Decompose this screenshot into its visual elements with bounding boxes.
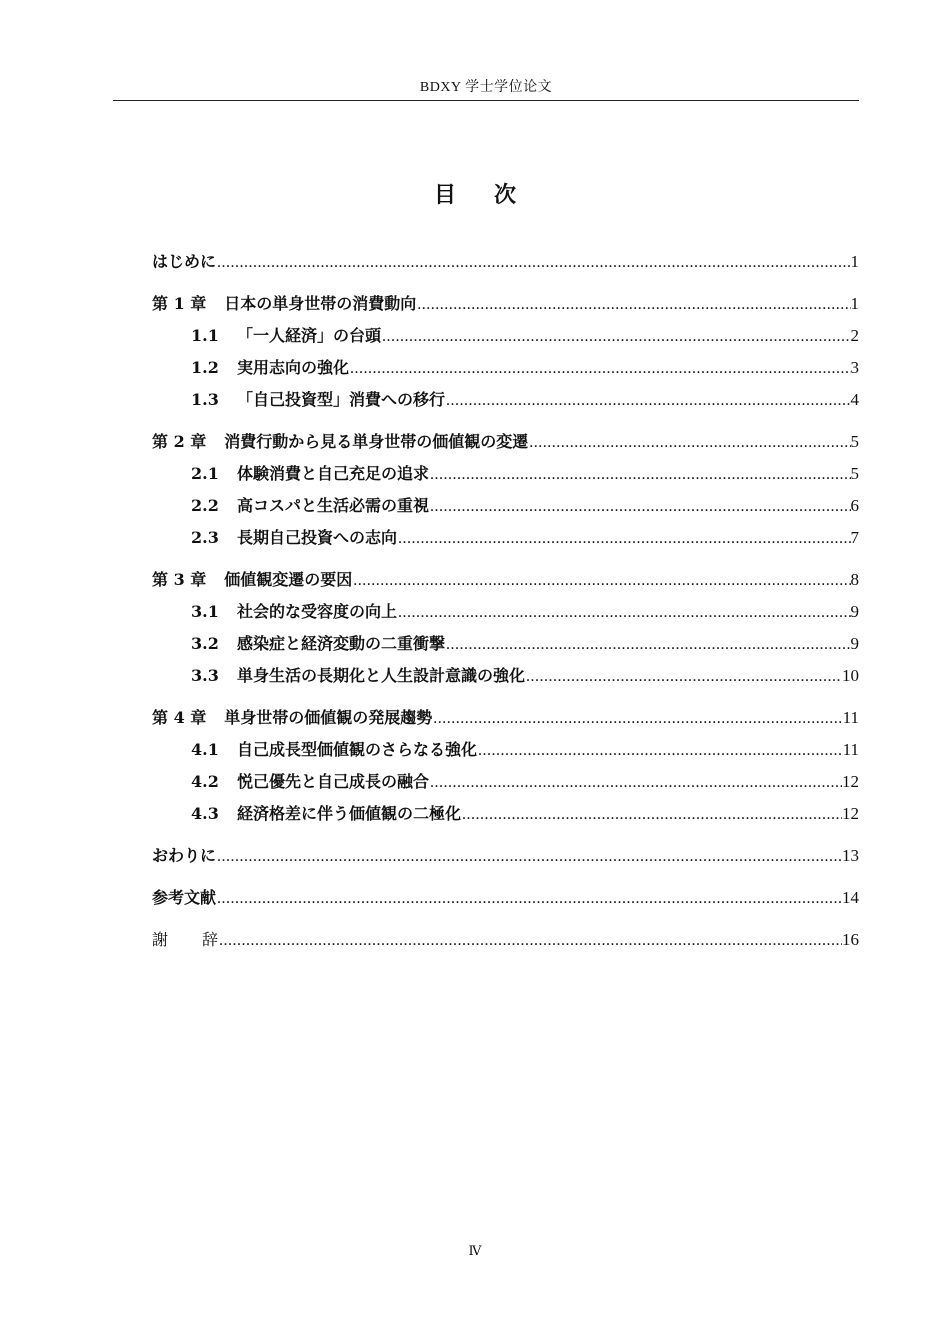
toc-entry-section-2-3[interactable] xyxy=(152,522,859,554)
toc-label: 感染症と経済変動の二重衝撃 xyxy=(237,634,446,653)
toc-page-number: 9 xyxy=(850,634,859,653)
toc-label: 体験消費と自己充足の追求 xyxy=(237,464,430,483)
toc-entry-chapter-2[interactable] xyxy=(152,426,859,458)
toc-leader xyxy=(429,459,850,491)
toc-entry-section-4-2[interactable] xyxy=(152,766,859,798)
toc-section-number: 4.1 xyxy=(191,740,219,759)
header-rule xyxy=(113,100,859,101)
toc-label: 自己成長型価値観のさらなる強化 xyxy=(237,740,478,759)
toc-label-part2: 辞 xyxy=(202,930,219,949)
page-number-footer: Ⅳ xyxy=(468,1243,482,1258)
toc-leader xyxy=(216,247,850,279)
toc-section-number: 4.2 xyxy=(191,772,219,791)
toc-entry-section-2-2[interactable] xyxy=(152,490,859,522)
toc-label: 経済格差に伴う価値観の二極化 xyxy=(237,804,462,823)
toc-leader xyxy=(432,703,842,735)
toc-section-number: 4.3 xyxy=(191,804,219,823)
toc-page-number: 9 xyxy=(850,602,859,621)
toc-label: 価値観変遷の要因 xyxy=(224,570,353,589)
toc-leader xyxy=(218,925,842,957)
toc-leader xyxy=(461,799,842,831)
toc-leader xyxy=(352,565,850,597)
toc-entry-section-4-1[interactable] xyxy=(152,734,859,766)
toc-page-number: 5 xyxy=(850,432,859,451)
toc-label: はじめに xyxy=(152,252,217,271)
toc-chapter-number: 第 1 章 xyxy=(152,294,207,313)
toc-page-number: 11 xyxy=(842,708,859,727)
toc-leader xyxy=(445,629,850,661)
toc-page-number: 11 xyxy=(842,740,859,759)
toc-page-number: 1 xyxy=(850,294,859,313)
toc-page-number: 2 xyxy=(850,326,859,345)
toc-section-number: 2.3 xyxy=(191,528,219,547)
toc-leader xyxy=(429,491,850,523)
toc-label-part1: 謝 xyxy=(152,930,169,949)
toc-leader xyxy=(397,597,850,629)
toc-entry-intro[interactable] xyxy=(152,246,859,278)
toc-section-number: 3.1 xyxy=(191,602,219,621)
toc-label xyxy=(152,924,218,956)
toc-entry-section-3-1[interactable] xyxy=(152,596,859,628)
toc-leader xyxy=(445,385,850,417)
toc-chapter-number: 第 4 章 xyxy=(152,708,207,727)
toc-entry-chapter-3[interactable] xyxy=(152,564,859,596)
toc-leader xyxy=(381,321,850,353)
toc-leader xyxy=(216,841,842,873)
toc-label: 社会的な受容度の向上 xyxy=(237,602,398,621)
toc-page-number: 6 xyxy=(850,496,859,515)
page-title xyxy=(0,178,950,209)
toc-leader xyxy=(397,523,850,555)
toc-page-number: 7 xyxy=(850,528,859,547)
toc-leader xyxy=(525,661,842,693)
toc-page-number: 10 xyxy=(842,666,859,685)
title-part2: 次 xyxy=(494,182,517,208)
toc-entry-section-1-3[interactable] xyxy=(152,384,859,416)
toc-label: 悦己優先と自己成長の融合 xyxy=(237,772,430,791)
toc-entry-chapter-4[interactable] xyxy=(152,702,859,734)
toc-leader xyxy=(216,883,842,915)
toc-entry-section-1-2[interactable] xyxy=(152,352,859,384)
toc-label: 消費行動から見る単身世帯の価値観の変遷 xyxy=(224,432,529,451)
toc-page-number: 1 xyxy=(850,252,859,271)
toc-label: 高コスパと生活必需の重視 xyxy=(237,496,430,515)
toc-leader xyxy=(429,767,842,799)
toc-page-number: 14 xyxy=(842,888,859,907)
toc-label: 日本の単身世帯の消費動向 xyxy=(224,294,417,313)
toc-page-number: 8 xyxy=(850,570,859,589)
page-header: BDXY 学士学位论文 xyxy=(419,80,553,95)
toc-label: 単身世帯の価値観の発展趨勢 xyxy=(224,708,433,727)
toc-page-number: 12 xyxy=(842,772,859,791)
toc-entry-outro[interactable] xyxy=(152,840,859,872)
toc-label: 「一人経済」の台頭 xyxy=(237,326,382,345)
toc-entry-section-3-3[interactable] xyxy=(152,660,859,692)
toc-page-number: 5 xyxy=(850,464,859,483)
toc-entry-section-4-3[interactable] xyxy=(152,798,859,830)
toc-entry-references[interactable] xyxy=(152,882,859,914)
toc-chapter-number: 第 3 章 xyxy=(152,570,207,589)
toc-chapter-number: 第 2 章 xyxy=(152,432,207,451)
toc-page-number: 13 xyxy=(842,846,859,865)
toc-label: 長期自己投資への志向 xyxy=(237,528,398,547)
toc-leader xyxy=(528,427,850,459)
toc-entry-section-1-1[interactable] xyxy=(152,320,859,352)
toc-entry-acknowledgements[interactable] xyxy=(152,924,859,956)
toc-label: 「自己投資型」消費への移行 xyxy=(237,390,446,409)
toc-section-number: 2.2 xyxy=(191,496,219,515)
toc-section-number: 1.3 xyxy=(191,390,219,409)
toc-section-number: 2.1 xyxy=(191,464,219,483)
toc-entry-section-3-2[interactable] xyxy=(152,628,859,660)
toc-page-number: 4 xyxy=(850,390,859,409)
toc-section-number: 1.1 xyxy=(191,326,219,345)
toc-entry-chapter-1[interactable] xyxy=(152,288,859,320)
title-part1: 目 xyxy=(433,182,456,208)
toc-label: 実用志向の強化 xyxy=(237,358,350,377)
toc-label: 単身生活の長期化と人生設計意識の強化 xyxy=(237,666,526,685)
toc-section-number: 1.2 xyxy=(191,358,219,377)
toc-label: 参考文献 xyxy=(152,888,217,907)
toc-page-number: 3 xyxy=(850,358,859,377)
toc-leader xyxy=(349,353,850,385)
toc-leader xyxy=(477,735,843,767)
toc-leader xyxy=(416,289,850,321)
toc-section-number: 3.3 xyxy=(191,666,219,685)
toc-section-number: 3.2 xyxy=(191,634,219,653)
toc-entry-section-2-1[interactable] xyxy=(152,458,859,490)
table-of-contents xyxy=(152,246,859,956)
toc-label: おわりに xyxy=(152,846,217,865)
toc-page-number: 16 xyxy=(842,930,859,949)
toc-page-number: 12 xyxy=(842,804,859,823)
